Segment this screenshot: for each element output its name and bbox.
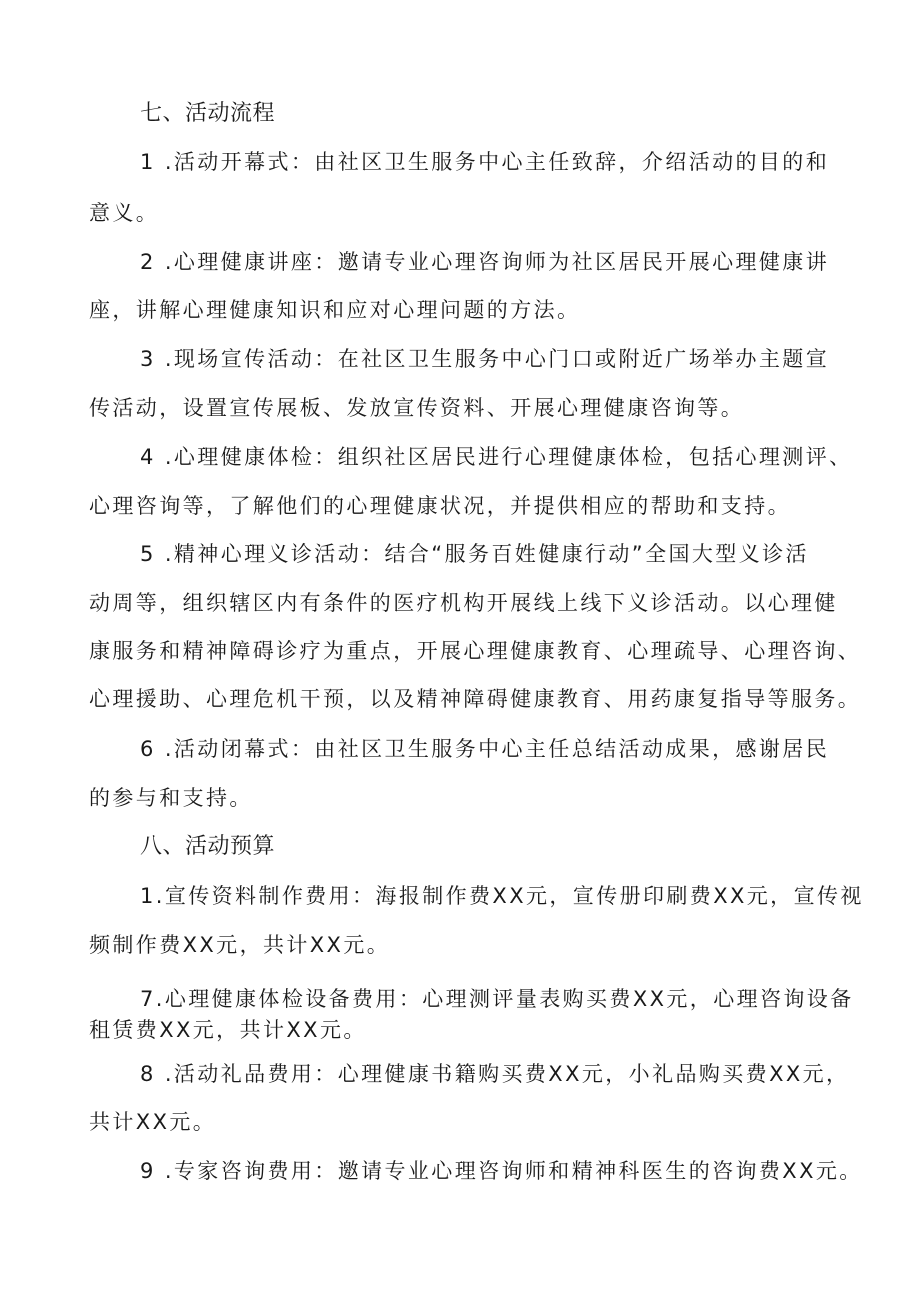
section-7-item-5-line-4: 心理援助、心理危机干预，以及精神障碍健康教育、用药康复指导等服务。 [89, 687, 862, 711]
section-7-item-5-line-3: 康服务和精神障碍诊疗为重点，开展心理健康教育、心理疏导、心理咨询、 [89, 639, 862, 663]
section-7-item-5-line-2: 动周等，组织辖区内有条件的医疗机构开展线上线下义诊活动。以心理健 [89, 591, 838, 615]
section-7-item-1-line-2: 意义。 [89, 201, 160, 225]
section-7-item-4-line-1: 4 .心理健康体检：组织社区居民进行心理健康体检，包括心理测评、 [140, 445, 853, 469]
section-7-item-5-line-1: 5 .精神心理义诊活动：结合“服务百姓健康行动”全国大型义诊活 [140, 542, 809, 566]
section-7-heading: 七、活动流程 [140, 101, 276, 126]
section-7-item-6-line-2: 的参与和支持。 [89, 786, 253, 810]
section-8-item-1-line-2: 频制作费XX元，共计XX元。 [89, 933, 391, 957]
section-8-item-4-line-1: 9 .专家咨询费用：邀请专业心理咨询师和精神科医生的咨询费XX元。 [140, 1159, 863, 1183]
section-8-item-2-line-1: 7.心理健康体检设备费用：心理测评量表购买费XX元，心理咨询设备 [140, 987, 854, 1011]
section-7-item-2-line-2: 座，讲解心理健康知识和应对心理问题的方法。 [89, 298, 581, 322]
section-7-item-1-line-1: 1 .活动开幕式：由社区卫生服务中心主任致辞，介绍活动的目的和 [140, 150, 830, 174]
section-7-item-2-line-1: 2 .心理健康讲座：邀请专业心理咨询师为社区居民开展心理健康讲 [140, 250, 830, 274]
section-7-item-3-line-1: 3 .现场宣传活动：在社区卫生服务中心门口或附近广场举办主题宣 [140, 347, 830, 371]
section-8-item-3-line-2: 共计XX元。 [89, 1110, 217, 1134]
section-7-item-6-line-1: 6 .活动闭幕式：由社区卫生服务中心主任总结活动成果，感谢居民 [140, 737, 830, 761]
section-7-item-3-line-2: 传活动，设置宣传展板、发放宣传资料、开展心理健康咨询等。 [89, 396, 745, 420]
section-8-heading: 八、活动预算 [140, 834, 276, 859]
section-7-item-4-line-2: 心理咨询等，了解他们的心理健康状况，并提供相应的帮助和支持。 [89, 494, 791, 518]
section-8-item-3-line-1: 8 .活动礼品费用：心理健康书籍购买费XX元，小礼品购买费XX元， [140, 1062, 850, 1086]
section-8-item-2-line-2: 租赁费XX元，共计XX元。 [89, 1018, 367, 1042]
section-8-item-1-line-1: 1.宣传资料制作费用：海报制作费XX元，宣传册印刷费XX元，宣传视 [140, 884, 864, 908]
